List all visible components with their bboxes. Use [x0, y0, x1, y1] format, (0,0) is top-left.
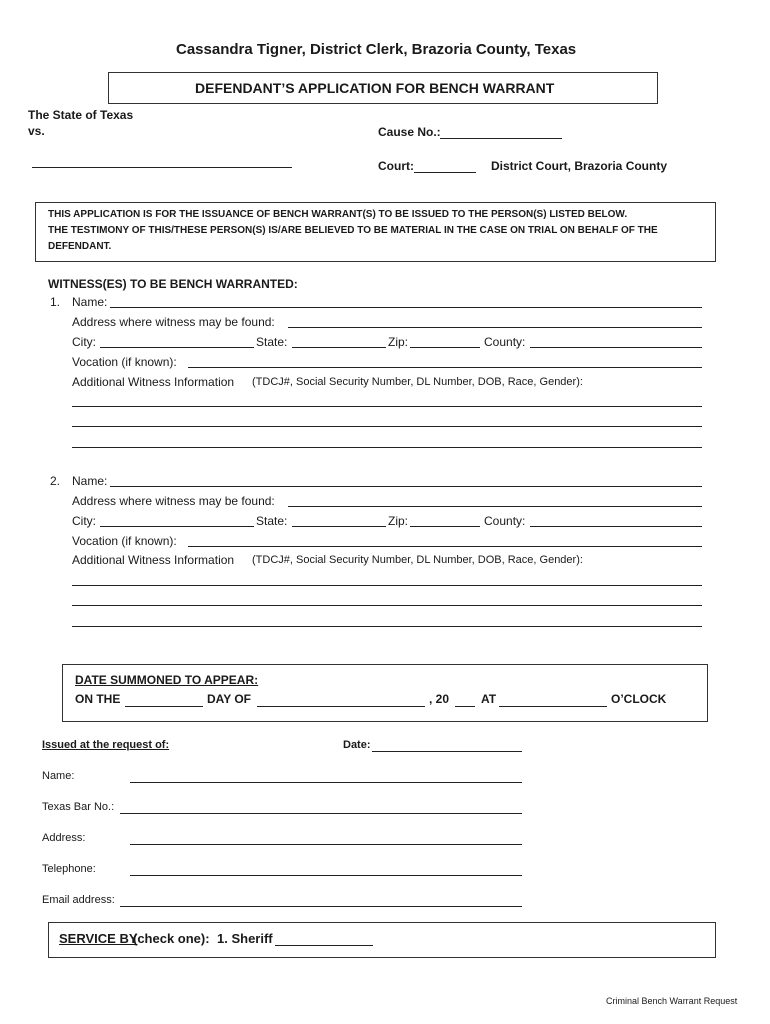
summons-box [62, 664, 708, 722]
cause-number-field[interactable] [440, 138, 562, 139]
witness-county-label: County: [484, 335, 526, 349]
witness-name-label: Name: [72, 474, 108, 488]
notice-box [35, 202, 716, 262]
witness-additional-line[interactable] [72, 447, 702, 448]
witness-additional-line[interactable] [72, 585, 702, 586]
witness-zip-field[interactable] [410, 347, 480, 348]
witness-zip-label: Zip: [388, 335, 409, 349]
court-name: District Court, Brazoria County [491, 159, 668, 173]
witnesses-heading: WITNESS(ES) TO BE BENCH WARRANTED: [48, 277, 298, 291]
witness-vocation-label: Vocation (if known): [72, 355, 177, 369]
witness-additional-line[interactable] [72, 626, 702, 627]
service-check-label: (check one): [133, 931, 210, 946]
witness-name-field[interactable] [110, 307, 702, 308]
summons-day-of: DAY OF [207, 692, 252, 706]
witness-county-field[interactable] [530, 347, 702, 348]
telephone-field[interactable] [130, 875, 522, 876]
notice-line-3: DEFENDANT. [48, 241, 112, 252]
summons-on-the: ON THE [75, 692, 121, 706]
witness-state-label: State: [256, 514, 288, 528]
witness-address-field[interactable] [288, 327, 702, 328]
service-by-label: SERVICE BY [59, 931, 138, 946]
clerk-title: Cassandra Tigner, District Clerk, Brazoria County, Texas [176, 41, 577, 58]
telephone-label: Telephone: [42, 863, 96, 875]
service-box [48, 922, 716, 958]
witness-number: 1. [50, 295, 61, 309]
witness-vocation-field[interactable] [188, 546, 702, 547]
witness-zip-field[interactable] [410, 526, 480, 527]
email-label: Email address: [42, 894, 115, 906]
witness-address-field[interactable] [288, 506, 702, 507]
issued-at-request-label: Issued at the request of: [42, 739, 170, 751]
witness-address-label: Address where witness may be found: [72, 494, 275, 508]
summons-time-field[interactable] [499, 706, 607, 707]
summons-oclock: O’CLOCK [611, 692, 667, 706]
witness-county-label: County: [484, 514, 526, 528]
witness-name-field[interactable] [110, 486, 702, 487]
summons-day-field[interactable] [125, 706, 203, 707]
witness-state-field[interactable] [292, 526, 386, 527]
summons-year-field[interactable] [455, 706, 475, 707]
witness-vocation-label: Vocation (if known): [72, 534, 177, 548]
witness-state-field[interactable] [292, 347, 386, 348]
witness-additional-line[interactable] [72, 605, 702, 606]
notice-line-2: THE TESTIMONY OF THIS/THESE PERSON(S) IS/ARE BELIEVED TO BE MATERIAL IN THE CASE ON TRIAL ON BEHALF OF THE [48, 225, 658, 236]
witness-county-field[interactable] [530, 526, 702, 527]
requester-address-label: Address: [42, 832, 86, 844]
email-field[interactable] [120, 906, 522, 907]
vs-label: vs. [28, 124, 45, 138]
witness-state-label: State: [256, 335, 288, 349]
requester-address-field[interactable] [130, 844, 522, 845]
service-sheriff-option: 1. Sheriff [217, 931, 273, 946]
defendant-name-field[interactable] [32, 167, 292, 168]
state-label: The State of Texas [28, 108, 134, 122]
summons-heading: DATE SUMMONED TO APPEAR: [75, 673, 259, 687]
summons-year-prefix: , 20 [429, 692, 450, 706]
form-title: DEFENDANT’S APPLICATION FOR BENCH WARRANT [195, 80, 555, 96]
footer-label: Criminal Bench Warrant Request [606, 996, 738, 1006]
witness-vocation-field[interactable] [188, 367, 702, 368]
form-title-box [108, 72, 658, 104]
witness-additional-label: Additional Witness Information [72, 375, 235, 389]
witness-city-field[interactable] [100, 526, 254, 527]
witness-additional-hint: (TDCJ#, Social Security Number, DL Number, DOB, Race, Gender): [252, 376, 583, 388]
summons-at: AT [481, 692, 497, 706]
service-sheriff-checkbox-line[interactable] [275, 945, 373, 946]
summons-month-field[interactable] [257, 706, 425, 707]
witness-city-field[interactable] [100, 347, 254, 348]
witness-city-label: City: [72, 335, 96, 349]
witness-additional-line[interactable] [72, 426, 702, 427]
cause-number-label: Cause No.: [378, 125, 441, 139]
witness-additional-hint: (TDCJ#, Social Security Number, DL Number, DOB, Race, Gender): [252, 554, 583, 566]
court-label: Court: [378, 159, 414, 173]
date-field[interactable] [372, 751, 522, 752]
requester-name-field[interactable] [130, 782, 522, 783]
requester-name-label: Name: [42, 770, 75, 782]
notice-line-1: THIS APPLICATION IS FOR THE ISSUANCE OF BENCH WARRANT(S) TO BE ISSUED TO THE PERSON(S) LISTED BELOW. [48, 209, 628, 220]
witness-additional-line[interactable] [72, 406, 702, 407]
witness-number: 2. [50, 474, 61, 488]
witness-zip-label: Zip: [388, 514, 409, 528]
bar-number-label: Texas Bar No.: [42, 801, 115, 813]
witness-address-label: Address where witness may be found: [72, 315, 275, 329]
witness-name-label: Name: [72, 295, 108, 309]
witness-additional-label: Additional Witness Information [72, 553, 235, 567]
court-number-field[interactable] [414, 172, 476, 173]
bar-number-field[interactable] [120, 813, 522, 814]
date-label: Date: [343, 739, 371, 751]
witness-city-label: City: [72, 514, 96, 528]
